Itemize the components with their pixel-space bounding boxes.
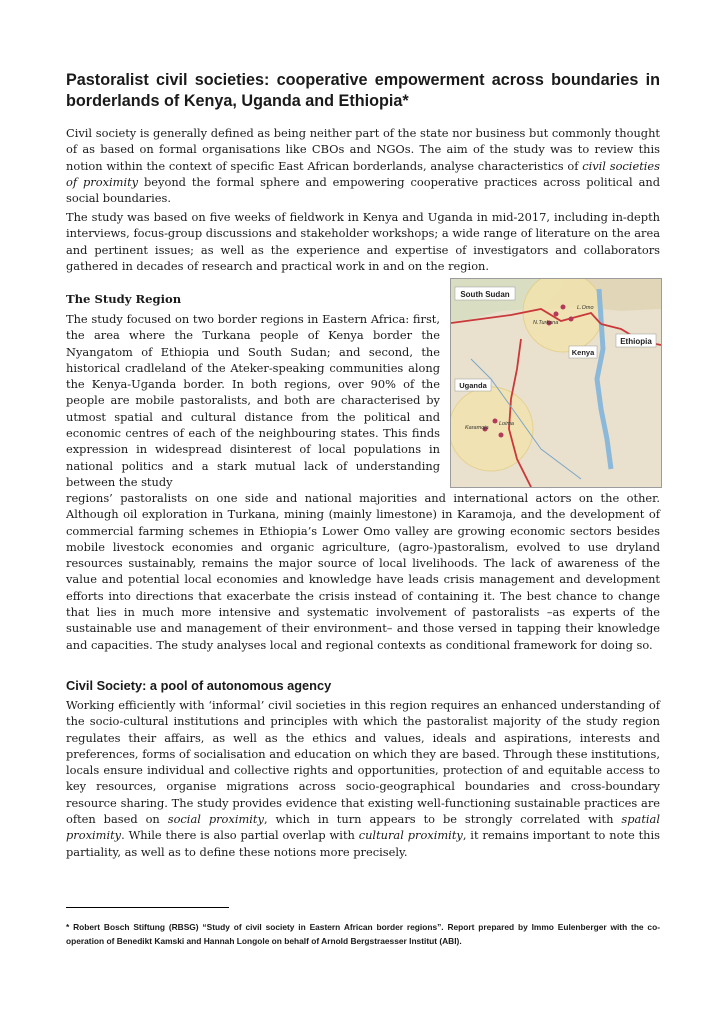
- emphasis-cultural-proximity: cultural proximity: [358, 828, 463, 843]
- label-uganda: Uganda: [459, 381, 487, 390]
- emphasis-text: civil societies of proximity: [66, 158, 661, 189]
- emphasis-spatial-proximity: spatial proximity: [66, 812, 660, 843]
- site-marker: [569, 317, 574, 322]
- label-lomo: L.Omo: [577, 305, 594, 311]
- document-title: Pastoralist civil societies: cooperative empowerment across boundaries in borderlands of Kenya, Uganda and Ethiopia*: [66, 71, 660, 110]
- label-nturkana: N.Turkana: [533, 320, 559, 326]
- study-area-circle-north: [523, 279, 603, 352]
- study-region-paragraph-wrapped: The study focused on two border regions in Eastern Africa: first, the area where the Turkana people of Kenya border the Nyangatom of Ethiopia und South Sudan; and second, the historical cradleland of the Ateker-speaking communities along the Kenya-Uganda border. In both regions, over 90% of the people are mobile pastoralists, and both are characterised by utmost spatial and cultural distance from the political and economic centres of each of the neighbouring states. This finds expression in widespread disinterest of local populations in national politics and a stark mutual lack of understanding between the study: [66, 312, 440, 489]
- text-run: Working efficiently with ‘informal’ civil societies in this region requires an enhanced understanding of the socio-cultural institutions and principles with which the pastoralist majority of the study region regulates their affairs, as well as the ethics and values, ideals and aspirations, interests and preferences, forms of socialisation and education on which they are based. Through these institutions, locals ensure individual and collective rights and opportunities, protection of and equitable access to key resources, organise migrations across socio-geographical boundaries and cross-boundary resource sharing. The study provides evidence that existing well-functioning sustainable practices are often based on: [66, 698, 660, 827]
- site-marker: [554, 312, 559, 317]
- study-area-circle-south: [451, 387, 533, 471]
- text-run: . While there is also partial overlap with: [121, 828, 359, 843]
- emphasis-social-proximity: social proximity: [167, 812, 264, 827]
- label-kenya: Kenya: [571, 348, 595, 357]
- text-run: Civil society is generally defined as being neither part of the state nor business but commonly thought of as based on formal organisations like CBOs and NGOs. The aim of the study was to review this notion within the context of specific East African borderlands, analyse characteristics of: [66, 126, 660, 173]
- text-run: beyond the formal sphere and empowering cooperative practices across political and social boundaries.: [66, 174, 660, 206]
- text-run: , which in turn appears to be strongly correlated with: [263, 812, 622, 827]
- label-south-sudan: South Sudan: [460, 290, 510, 299]
- site-marker: [493, 419, 498, 424]
- study-region-map: [450, 278, 662, 488]
- map-graphic: [451, 279, 661, 487]
- site-marker: [499, 433, 504, 438]
- text-run: , it remains important to note this partiality, as well as to define these notions more precisely.: [66, 828, 661, 859]
- section-heading-civil-society: Civil Society: a pool of autonomous agency: [66, 678, 332, 693]
- civil-society-paragraph: [66, 697, 660, 860]
- label-loima: Loima: [499, 421, 514, 427]
- label-ethiopia: Ethiopia: [620, 337, 652, 346]
- label-karamoja: Karamoja: [465, 425, 489, 431]
- intro-paragraph-2: The study was based on five weeks of fieldwork in Kenya and Uganda in mid-2017, including in-depth interviews, focus-group discussions and stakeholder workshops; a wide range of literature on the area and pertinent issues; as well as the experience and expertise of investigators and collaborators gathered in decades of research and practical work in and on the region.: [66, 210, 660, 273]
- intro-paragraph-1: [66, 125, 660, 206]
- study-region-paragraph-continued: regions’ pastoralists on one side and national majorities and international actors on the other. Although oil exploration in Turkana, mining (mainly limestone) in Karamoja, and the development of commercial farming schemes in Ethiopia’s Lower Omo valley are growing economic sectors besides mobile livestock economies and organic agriculture, (agro-)pastoralism, evolved to use dryland resources sustainably, remains the major source of local livelihoods. The lack of awareness of the value and potential local economies and knowledge have leads crisis management and development efforts into directions that exacerbate the crisis instead of containing it. The best chance to change that lies in much more intensive and systematic involvement of pastoralists –as experts of the sustainable use and management of their environment– and those versed in tapping their knowledge and capacities. The study analyses local and regional contexts as conditional framework for doing so.: [66, 491, 660, 652]
- site-marker: [561, 305, 566, 310]
- footnote-divider: [66, 907, 229, 908]
- footnote: * Robert Bosch Stiftung (RBSG) “Study of civil society in Eastern African border regions”. Report prepared by Immo Eulenberger with the co-operation of Benedikt Kamski and Hannah Longole on behalf of Arnold Bergstraesser Institut (ABI).: [66, 922, 660, 946]
- section-heading-study-region: The Study Region: [66, 292, 182, 306]
